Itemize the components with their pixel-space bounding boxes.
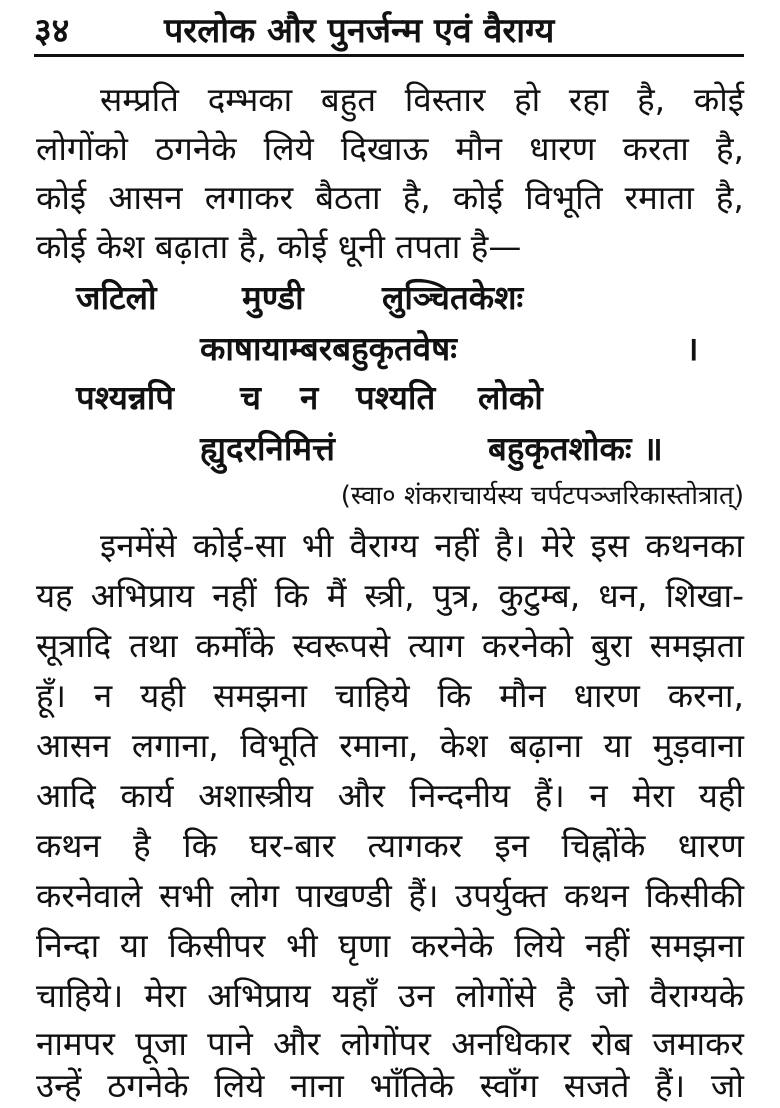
word: कोई-सा: [192, 526, 286, 565]
word: है।: [495, 526, 526, 565]
word: लोग: [229, 876, 280, 915]
word: रमाता: [624, 178, 694, 217]
word: नहीं: [212, 576, 257, 615]
word: सभी: [159, 876, 214, 915]
text-line: [36, 624, 744, 668]
word: रहा: [568, 80, 609, 119]
verse-word: पश्यति: [356, 378, 436, 417]
word: इनमेंसे: [100, 526, 177, 565]
word: भाँतिके: [369, 1066, 455, 1105]
word: हैं।: [655, 1066, 686, 1105]
verse-line-2: [0, 327, 780, 371]
word: अशास्त्रीय: [198, 776, 314, 815]
word: कोई: [36, 178, 87, 217]
word: मैं: [326, 576, 347, 615]
word: यही: [698, 776, 744, 815]
word: त्यागकर: [367, 826, 463, 865]
word: विस्तार: [404, 80, 486, 119]
word: आसन: [108, 178, 183, 217]
text-line: [36, 1022, 744, 1066]
word: शिखा-: [665, 576, 744, 615]
word: पाखण्डी: [295, 876, 392, 915]
word: नाना: [290, 1066, 344, 1105]
text-line: [36, 774, 744, 818]
word: सम्प्रति: [100, 80, 179, 119]
word: हो: [514, 80, 541, 119]
word: कोई: [452, 178, 503, 217]
text-line: [36, 225, 521, 269]
word: है: [557, 976, 575, 1015]
word: लगाकर: [204, 178, 294, 217]
word: रोब: [591, 1024, 633, 1063]
word: लगाना,: [131, 726, 219, 765]
word: और: [273, 1024, 321, 1063]
word: करनेवाले: [36, 876, 143, 915]
text-line: [36, 724, 744, 768]
word: मेरे: [541, 526, 575, 565]
running-title: परलोक और पुनर्जन्म एवं वैराग्य: [164, 11, 555, 51]
word: लोगोंको: [36, 129, 128, 168]
text-line: [36, 574, 744, 618]
word: है: [133, 826, 151, 865]
text-line: [36, 1064, 744, 1108]
word: हूँ।: [36, 676, 67, 715]
word: मेरा: [632, 776, 675, 815]
word: बढ़ाना: [509, 726, 583, 765]
word: निन्दनीय: [409, 776, 511, 815]
word: न: [589, 776, 608, 815]
verse-word: पश्यन्नपि: [76, 378, 175, 417]
word: आसन: [36, 726, 111, 765]
text-line: [36, 824, 744, 868]
word: यहाँ: [331, 976, 377, 1015]
word: कुटुम्ब,: [498, 576, 581, 615]
word: किसीपर: [168, 926, 266, 965]
verse-word: लोको: [478, 378, 543, 417]
word: कार्य: [120, 776, 174, 815]
word: समझता: [649, 626, 744, 665]
page-header: [34, 4, 744, 57]
word: पूजा: [135, 1024, 187, 1063]
word: इस: [590, 526, 630, 565]
word: हैं।: [534, 776, 565, 815]
word: कि: [274, 576, 309, 615]
word: उन्हें: [36, 1066, 82, 1105]
word: तथा: [129, 626, 178, 665]
word: उपर्युक्त: [455, 876, 548, 915]
text-line: [100, 524, 744, 568]
word: बुरा: [590, 626, 632, 665]
word: भी: [301, 526, 334, 565]
verse-word: बहुकृतशोकः ॥: [488, 429, 663, 468]
word: कोई: [693, 80, 744, 119]
word: मेरा: [144, 976, 187, 1015]
word: नहीं: [434, 526, 479, 565]
word: इन: [494, 826, 530, 865]
word: पुत्र,: [432, 576, 481, 615]
verse-word: मुण्डी: [242, 278, 304, 317]
word: समझना: [650, 926, 744, 965]
word: है,: [637, 80, 666, 119]
word: ठगनेके: [155, 129, 237, 168]
verse-citation: (स्वा० शंकराचार्यस्य चर्पटपञ्जरिकास्तोत्रात्): [340, 481, 744, 511]
word: जो: [710, 1066, 744, 1105]
word: रमाना,: [339, 726, 419, 765]
word: कथनका: [645, 526, 744, 565]
word: स्त्री,: [364, 576, 415, 615]
word: किसीकी: [645, 876, 744, 915]
word: करना,: [667, 676, 744, 715]
word: धारण: [529, 129, 596, 168]
word: जो: [595, 976, 629, 1015]
word: लिये: [263, 129, 314, 168]
verse-word: काषायाम्बरबहुकृतवेषः: [200, 329, 457, 368]
text-line: [36, 874, 744, 918]
text-line: [36, 974, 744, 1018]
verse-line-3: [0, 376, 780, 420]
page-number: ३४: [34, 11, 70, 51]
verse-danda: ।: [686, 329, 699, 368]
word: चिह्नोंके: [561, 826, 646, 865]
word: अनधिकार: [451, 1024, 571, 1063]
word: करता: [622, 129, 689, 168]
word: कि: [437, 676, 472, 715]
word: बहुत: [320, 80, 377, 119]
word: दिखाऊ: [340, 129, 429, 168]
word: है,: [715, 129, 744, 168]
word: कथन: [564, 876, 629, 915]
word: कि: [183, 826, 217, 865]
word: सूत्रादि: [36, 626, 112, 665]
word: या: [119, 926, 148, 965]
word: लिये: [514, 926, 565, 965]
word: नामपर: [36, 1024, 115, 1063]
word: हैं।: [408, 876, 439, 915]
text-line: [36, 674, 744, 718]
word: यही: [140, 676, 186, 715]
word: न: [93, 676, 113, 715]
word: दम्भका: [207, 80, 293, 119]
word: धन,: [598, 576, 648, 615]
word: घृणा: [338, 926, 391, 965]
word: लिये: [214, 1066, 265, 1105]
verse-line-4: [0, 427, 780, 471]
word: मौन: [499, 676, 546, 715]
word: पाने: [207, 1024, 253, 1063]
word: उन: [398, 976, 435, 1015]
word: अभिप्राय: [207, 976, 311, 1015]
word: आदि: [36, 776, 96, 815]
line-text: कोई केश बढ़ाता है, कोई धूनी तपता है—: [36, 227, 522, 266]
word: लोगोंपर: [340, 1024, 431, 1063]
word: केश: [439, 726, 488, 765]
word: स्वरूपसे: [292, 626, 391, 665]
word: मौन: [455, 129, 503, 168]
word: और: [337, 776, 385, 815]
word: करनेको: [481, 626, 573, 665]
word: समझना: [213, 676, 308, 715]
verse-word: न: [300, 378, 319, 417]
word: बैठता: [315, 178, 381, 217]
verse-word: लुञ्चितकेशः: [382, 278, 524, 317]
word: कथन: [36, 826, 101, 865]
word: विभूति: [240, 726, 318, 765]
text-line: [36, 176, 744, 220]
word: या: [603, 726, 632, 765]
word: धारण: [677, 826, 744, 865]
word: है,: [715, 178, 744, 217]
word: स्वाँग: [479, 1066, 539, 1105]
word: निन्दा: [36, 926, 100, 965]
word: है,: [402, 178, 431, 217]
word: अभिप्राय: [90, 576, 195, 615]
word: लोगोंसे: [455, 976, 536, 1015]
word: चाहिये।: [36, 976, 124, 1015]
word: करनेके: [411, 926, 494, 965]
word: त्याग: [408, 626, 464, 665]
word: वैराग्य: [349, 526, 419, 565]
word: धारण: [573, 676, 640, 715]
text-line: [100, 78, 744, 122]
word: भी: [285, 926, 318, 965]
word: ठगनेके: [107, 1066, 189, 1105]
verse-word: च: [240, 378, 261, 417]
word: मुड़वाना: [652, 726, 744, 765]
word: घर-बार: [249, 826, 336, 865]
verse-word: ह्युदरनिमित्तं: [200, 429, 335, 468]
text-line: [36, 127, 744, 171]
text-line: [36, 924, 744, 968]
word: जमाकर: [652, 1024, 744, 1063]
word: चाहिये: [334, 676, 410, 715]
word: यह: [36, 576, 73, 615]
word: सजते: [563, 1066, 630, 1105]
word: वैराग्यके: [649, 976, 744, 1015]
word: कर्मोंके: [195, 626, 275, 665]
word: विभूति: [525, 178, 603, 217]
verse-line-1: [0, 276, 780, 320]
word: नहीं: [584, 926, 630, 965]
verse-word: जटिलो: [76, 278, 157, 317]
